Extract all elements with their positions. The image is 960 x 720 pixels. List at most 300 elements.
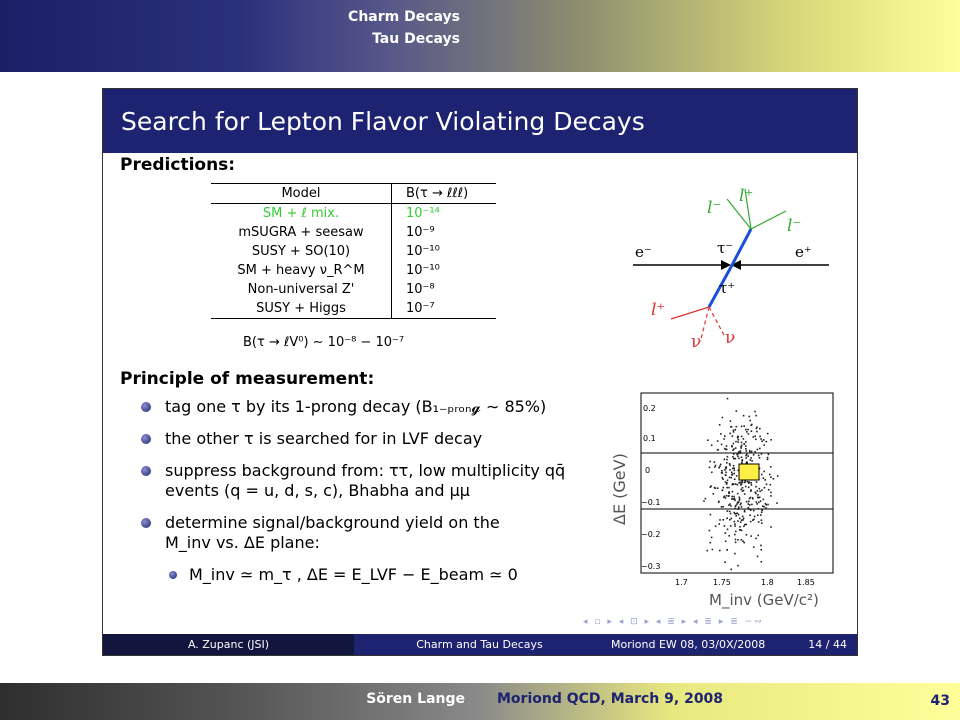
scatter-dot — [747, 481, 749, 483]
label-l-minus-2: l⁻ — [787, 216, 802, 236]
scatter-dot — [742, 487, 744, 489]
bullet-text: the other τ is searched for in LVF decay — [165, 429, 483, 448]
scatter-dot — [707, 439, 709, 441]
y-tick-label: 0.2 — [643, 404, 656, 413]
footer-talk: Charm and Tau Decays — [354, 634, 605, 655]
scatter-dot — [743, 518, 745, 520]
y-tick-label: 0.1 — [643, 434, 656, 443]
scatter-dot — [725, 481, 727, 483]
table-cell: 10⁻⁷ — [392, 299, 497, 319]
slide-title-bar — [103, 89, 857, 153]
scatter-dot — [734, 521, 736, 523]
scatter-dot — [767, 457, 769, 459]
bullet-dot — [141, 466, 151, 476]
scatter-dot — [745, 429, 747, 431]
scatter-dot — [750, 509, 752, 511]
bullet-dot — [141, 402, 151, 412]
principle-list — [141, 397, 601, 585]
event-name: Moriond QCD, March 9, 2008 — [497, 691, 724, 707]
scatter-dot — [714, 461, 716, 463]
scatter-dot — [750, 490, 752, 492]
scatter-dot — [754, 516, 756, 518]
scatter-dot — [757, 556, 759, 558]
scatter-dot — [749, 515, 751, 517]
scatter-dot — [724, 561, 726, 563]
scatter-dot — [753, 436, 755, 438]
scatter-dot — [730, 420, 732, 422]
scatter-dot — [761, 549, 763, 551]
scatter-dot — [761, 561, 763, 563]
scatter-dot — [753, 546, 755, 548]
label-tau-plus: τ⁺ — [719, 279, 736, 297]
scatter-dot — [746, 457, 748, 459]
scatter-dot — [729, 511, 731, 513]
scatter-dot — [732, 435, 734, 437]
scatter-dot — [735, 447, 737, 449]
scatter-dot — [755, 439, 757, 441]
scatter-dot — [726, 445, 728, 447]
scatter-dot — [759, 428, 761, 430]
table-row — [211, 242, 496, 261]
scatter-dot — [712, 549, 714, 551]
scatter-dot — [763, 477, 765, 479]
scatter-dot — [718, 467, 720, 469]
scatter-dot — [727, 480, 729, 482]
scatter-dot — [737, 513, 739, 515]
scatter-dot — [750, 457, 752, 459]
scatter-dot — [773, 478, 775, 480]
scatter-dot — [741, 426, 743, 428]
scatter-dot — [747, 455, 749, 457]
scatter-dot — [755, 415, 757, 417]
scatter-dot — [759, 436, 761, 438]
bullet-dot — [141, 518, 151, 528]
minv-de-plot — [601, 385, 851, 615]
decay-diagram — [621, 179, 841, 351]
scatter-dot — [743, 438, 745, 440]
scatter-dot — [725, 472, 727, 474]
scatter-dot — [754, 451, 756, 453]
scatter-dot — [711, 472, 713, 474]
scatter-dot — [757, 490, 759, 492]
scatter-dot — [733, 496, 735, 498]
scatter-dot — [740, 482, 742, 484]
scatter-dot — [768, 489, 770, 491]
scatter-dot — [736, 503, 738, 505]
scatter-dot — [734, 473, 736, 475]
scatter-dot — [709, 530, 711, 532]
scatter-dot — [740, 484, 742, 486]
lepton-track — [671, 307, 709, 319]
scatter-dot — [722, 417, 724, 419]
top-header-bar — [0, 0, 960, 72]
scatter-dot — [718, 523, 720, 525]
scatter-dot — [737, 539, 739, 541]
scatter-dot — [770, 495, 772, 497]
x-tick-label: 1.75 — [713, 578, 731, 587]
scatter-dot — [757, 449, 759, 451]
table-header-row — [211, 184, 496, 204]
scatter-dot — [763, 444, 765, 446]
scatter-dot — [735, 539, 737, 541]
scatter-dot — [761, 512, 763, 514]
scatter-dot — [732, 483, 734, 485]
scatter-dot — [742, 516, 744, 518]
section-nav — [348, 6, 460, 50]
scatter-dot — [725, 532, 727, 534]
scatter-dot — [745, 486, 747, 488]
scatter-dot — [738, 439, 740, 441]
scatter-dot — [746, 534, 748, 536]
scatter-dot — [737, 520, 739, 522]
signal-region — [739, 464, 759, 480]
scatter-dot — [766, 484, 768, 486]
scatter-dot — [730, 569, 732, 571]
presenter-name: Sören Lange — [366, 691, 465, 707]
scatter-dot — [770, 439, 772, 441]
neutrino-track — [701, 307, 709, 339]
scatter-dot — [732, 456, 734, 458]
scatter-dot — [722, 478, 724, 480]
scatter-dot — [717, 487, 719, 489]
scatter-dot — [735, 542, 737, 544]
scatter-dot — [763, 471, 765, 473]
scatter-dot — [756, 481, 758, 483]
bullet-dot — [169, 571, 177, 579]
scatter-dot — [726, 462, 728, 464]
scatter-dot — [748, 501, 750, 503]
scatter-dot — [729, 503, 731, 505]
scatter-dot — [761, 522, 763, 524]
scatter-dot — [729, 469, 731, 471]
footer-author: A. Zupanc (JSI) — [103, 634, 354, 655]
neutrino-track — [709, 307, 725, 337]
scatter-dot — [762, 505, 764, 507]
scatter-dot — [729, 463, 731, 465]
scatter-dot — [735, 458, 737, 460]
x-tick-label: 1.8 — [761, 578, 774, 587]
scatter-dot — [728, 491, 730, 493]
scatter-dot — [741, 506, 743, 508]
nav-tau-decays[interactable]: Tau Decays — [372, 31, 460, 47]
bullet-dot — [141, 434, 151, 444]
label-e-plus: e⁺ — [795, 243, 812, 261]
scatter-dot — [734, 523, 736, 525]
scatter-dot — [744, 524, 746, 526]
scatter-dot — [707, 550, 709, 552]
scatter-dot — [730, 525, 732, 527]
scatter-dot — [741, 462, 743, 464]
scatter-dot — [710, 542, 712, 544]
scatter-dot — [741, 519, 743, 521]
table-row — [211, 280, 496, 299]
scatter-dot — [751, 504, 753, 506]
scatter-dot — [744, 493, 746, 495]
scatter-dot — [746, 450, 748, 452]
scatter-dot — [761, 490, 763, 492]
table-cell: mSUGRA + seesaw — [211, 223, 392, 242]
scatter-dot — [726, 487, 728, 489]
scatter-dot — [740, 446, 742, 448]
x-tick-label: 1.7 — [675, 578, 688, 587]
scatter-dot — [733, 443, 735, 445]
footer-conf: Moriond EW 08, 03/0X/2008 — [611, 638, 766, 651]
scatter-dot — [745, 441, 747, 443]
scatter-dot — [756, 503, 758, 505]
table-row — [211, 299, 496, 319]
bullet-text: M_inv ≃ m_τ , ΔE = E_LVF − E_beam ≃ 0 — [189, 565, 518, 584]
scatter-dot — [710, 514, 712, 516]
x-tick-label: 1.85 — [797, 578, 815, 587]
scatter-dot — [731, 518, 733, 520]
nav-charm-decays[interactable]: Charm Decays — [348, 9, 460, 25]
scatter-dot — [759, 488, 761, 490]
scatter-dot — [749, 504, 751, 506]
scatter-dot — [732, 468, 734, 470]
scatter-dot — [764, 487, 766, 489]
table-cell: SM + heavy ν_R^M — [211, 261, 392, 280]
scatter-dot — [733, 498, 735, 500]
slide-title: Search for Lepton Flavor Violating Decays — [121, 107, 645, 136]
embedded-slide — [102, 88, 858, 656]
table-header-model: Model — [211, 184, 392, 204]
scatter-dot — [734, 469, 736, 471]
scatter-dot — [746, 431, 748, 433]
scatter-dot — [746, 524, 748, 526]
table-cell: 10⁻⁸ — [406, 282, 435, 297]
scatter-dot — [722, 506, 724, 508]
scatter-dot — [761, 453, 763, 455]
page-number: 43 — [930, 693, 950, 709]
scatter-dot — [746, 454, 748, 456]
scatter-dot — [741, 457, 743, 459]
plot-frame — [641, 393, 833, 573]
bullet-text: tag one τ by its 1-prong decay (B₁₋ₚᵣₒₙ𝓰 ∼ 85%) — [165, 397, 547, 416]
table-cell: SUSY + SO(10) — [211, 242, 392, 261]
scatter-dot — [744, 443, 746, 445]
scatter-dot — [722, 519, 724, 521]
scatter-dot — [749, 452, 751, 454]
scatter-dot — [721, 470, 723, 472]
table-cell: Non-universal Z' — [211, 280, 392, 299]
scatter-dot — [725, 497, 727, 499]
scatter-dot — [763, 499, 765, 501]
scatter-dot — [736, 426, 738, 428]
scatter-dot — [721, 506, 723, 508]
scatter-dot — [739, 529, 741, 531]
scatter-dot — [715, 465, 717, 467]
scatter-dot — [733, 448, 735, 450]
scatter-dot — [746, 501, 748, 503]
scatter-dot — [733, 431, 735, 433]
scatter-dot — [711, 445, 713, 447]
scatter-dot — [756, 501, 758, 503]
scatter-dot — [721, 444, 723, 446]
scatter-dot — [750, 459, 752, 461]
table-row — [211, 223, 496, 242]
scatter-dot — [745, 481, 747, 483]
scatter-dot — [770, 466, 772, 468]
scatter-dot — [717, 449, 719, 451]
scatter-dot — [737, 493, 739, 495]
scatter-dot — [719, 550, 721, 552]
scatter-dot — [763, 439, 765, 441]
scatter-dot — [748, 508, 750, 510]
scatter-dot — [724, 459, 726, 461]
scatter-dot — [751, 460, 753, 462]
scatter-dot — [725, 541, 727, 543]
scatter-dot — [754, 492, 756, 494]
scatter-dot — [741, 539, 743, 541]
beamer-nav-symbols[interactable]: ◂ ▫ ▸ ◂ ⊡ ▸ ◂ ≣ ▸ ◂ ≣ ▸ ≣ ∽∾ — [583, 617, 764, 627]
scatter-dot — [761, 474, 763, 476]
scatter-dot — [735, 531, 737, 533]
y-tick-label: −0.2 — [641, 530, 661, 539]
scatter-dot — [735, 483, 737, 485]
table-cell: 10⁻¹⁰ — [406, 263, 440, 278]
scatter-dot — [738, 508, 740, 510]
scatter-dot — [753, 510, 755, 512]
scatter-dot — [728, 495, 730, 497]
scatter-dot — [715, 525, 717, 527]
table-cell: SM + ℓ mix. — [211, 204, 392, 224]
y-tick-label: 0 — [645, 466, 651, 475]
scatter-dot — [751, 484, 753, 486]
scatter-dot — [738, 458, 740, 460]
y-tick-label: −0.3 — [641, 562, 661, 571]
scatter-dot — [739, 518, 741, 520]
scatter-dot — [750, 482, 752, 484]
scatter-dot — [760, 500, 762, 502]
scatter-dot — [709, 461, 711, 463]
y-tick-label: −0.1 — [641, 498, 661, 507]
scatter-dot — [717, 440, 719, 442]
scatter-dot — [723, 487, 725, 489]
scatter-dot — [746, 462, 748, 464]
scatter-dot — [741, 442, 743, 444]
scatter-dot — [724, 469, 726, 471]
scatter-dot — [767, 459, 769, 461]
scatter-dot — [729, 465, 731, 467]
scatter-dot — [758, 521, 760, 523]
bottom-footer-bar — [0, 683, 960, 720]
scatter-dot — [770, 484, 772, 486]
scatter-dot — [726, 495, 728, 497]
scatter-dot — [735, 429, 737, 431]
scatter-dot — [730, 513, 732, 515]
scatter-dot — [739, 497, 741, 499]
scatter-dot — [738, 501, 740, 503]
scatter-dot — [740, 447, 742, 449]
scatter-dot — [735, 515, 737, 517]
scatter-dot — [726, 549, 728, 551]
scatter-dot — [749, 420, 751, 422]
table-row — [211, 261, 496, 280]
scatter-dot — [748, 433, 750, 435]
label-nu-2: ν — [725, 328, 736, 348]
predictions-table — [211, 183, 496, 319]
scatter-dot — [732, 474, 734, 476]
scatter-dot — [758, 502, 760, 504]
scatter-dot — [741, 460, 743, 462]
scatter-dot — [748, 503, 750, 505]
label-tau-minus: τ⁻ — [717, 239, 734, 257]
scatter-dot — [733, 465, 735, 467]
scatter-dot — [770, 526, 772, 528]
scatter-dot — [724, 435, 726, 437]
scatter-dot — [729, 433, 731, 435]
list-item — [141, 513, 545, 553]
scatter-dot — [739, 499, 741, 501]
list-item — [141, 429, 601, 449]
scatter-dot — [740, 450, 742, 452]
scatter-dot — [758, 508, 760, 510]
scatter-dot — [732, 491, 734, 493]
scatter-dot — [714, 487, 716, 489]
scatter-dot — [741, 530, 743, 532]
label-e-minus: e⁻ — [635, 243, 652, 261]
scatter-dot — [753, 519, 755, 521]
scatter-dot — [757, 494, 759, 496]
scatter-dot — [749, 450, 751, 452]
scatter-dot — [719, 424, 721, 426]
scatter-dot — [743, 415, 745, 417]
scatter-dot — [737, 441, 739, 443]
scatter-dot — [744, 511, 746, 513]
scatter-dot — [725, 467, 727, 469]
scatter-dot — [710, 485, 712, 487]
v0-relation: B(τ → ℓV⁰) ∼ 10⁻⁸ − 10⁻⁷ — [243, 335, 405, 350]
scatter-dot — [727, 456, 729, 458]
scatter-dot — [759, 457, 761, 459]
scatter-dot — [739, 526, 741, 528]
scatter-dot — [734, 525, 736, 527]
scatter-dot — [758, 455, 760, 457]
scatter-dot — [733, 430, 735, 432]
scatter-dot — [753, 454, 755, 456]
bullet-text: determine signal/background yield on the M_inv vs. ΔE plane: — [165, 513, 500, 552]
scatter-dot — [728, 487, 730, 489]
scatter-dot — [743, 526, 745, 528]
scatter-dot — [729, 477, 731, 479]
scatter-dot — [733, 458, 735, 460]
predictions-heading: Predictions: — [120, 155, 236, 175]
scatter-dot — [703, 500, 705, 502]
scatter-dot — [737, 565, 739, 567]
scatter-dot — [752, 497, 754, 499]
scatter-dot — [720, 464, 722, 466]
scatter-dot — [749, 481, 751, 483]
scatter-dot — [756, 426, 758, 428]
scatter-dot — [756, 431, 758, 433]
footer-page: 14 / 44 — [808, 638, 847, 651]
scatter-dot — [734, 478, 736, 480]
scatter-dot — [741, 489, 743, 491]
scatter-dot — [727, 529, 729, 531]
scatter-dot — [719, 519, 721, 521]
scatter-dot — [731, 496, 733, 498]
scatter-dot — [745, 445, 747, 447]
scatter-dot — [713, 493, 715, 495]
scatter-dot — [740, 521, 742, 523]
table-header-br: B(τ → ℓℓℓ) — [392, 184, 497, 204]
scatter-dot — [726, 517, 728, 519]
scatter-dot — [733, 467, 735, 469]
table-row — [211, 204, 496, 224]
footer-right — [605, 634, 857, 655]
scatter-dot — [738, 453, 740, 455]
scatter-dot — [747, 429, 749, 431]
